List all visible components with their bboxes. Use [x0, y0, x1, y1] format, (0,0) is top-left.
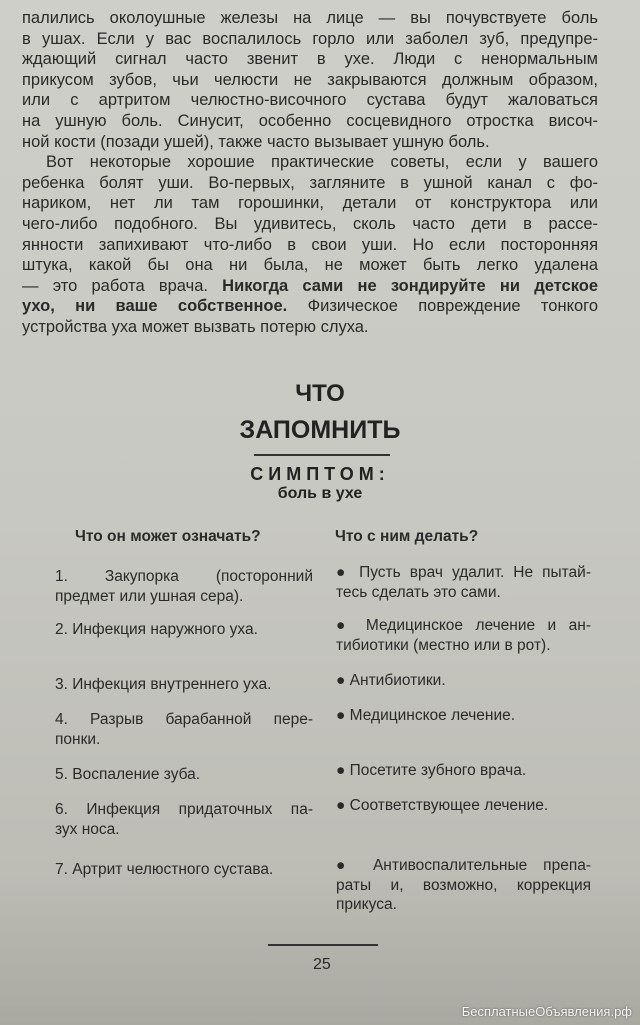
bold-warning: Никогда сами не зондируйте ни детское — [222, 276, 598, 295]
paragraph-line: чего-либо подобного. Вы удивитесь, сколь часто дети в рассе- — [22, 215, 598, 233]
action-text: ● Антибиотики. — [336, 672, 446, 689]
cause-text: 4. Разрыв барабанной пере- — [55, 711, 313, 728]
cause-text: 7. Артрит челюстного сустава. — [55, 861, 274, 878]
action-text: ● Медицинское лечение и ан- — [336, 617, 591, 634]
action-text: ● Пусть врач удалит. Не пытай- — [336, 564, 591, 581]
cause-text: понки. — [55, 731, 101, 748]
paragraph-line: нариком, нет ли там горошинки, детали от конструктора или — [22, 194, 598, 213]
paragraph-line: прикусом зубов, чьи челюсти не закрываются должным образом, — [22, 70, 598, 89]
paragraph-line: ребенка болят уши. Во-первых, загляните в ушной канал с фо- — [22, 173, 598, 192]
footer-rule — [268, 944, 378, 946]
action-text: ● Медицинское лечение. — [336, 707, 516, 724]
action-text: ● Посетите зубного врача. — [336, 762, 527, 779]
action-text: ● Антивоспалительные препа- — [336, 857, 591, 874]
action-text: тибиотики (местно или в рот). — [336, 636, 551, 654]
page-number: 25 — [313, 956, 331, 973]
paragraph-line — [22, 296, 598, 316]
paragraph-line: Вот некоторые хорошие практические советы, если у вашего — [46, 153, 598, 172]
paragraph-line: ждающий сигнал часто звенит в ухе. Люди с ненормальным — [22, 50, 598, 69]
paragraph-line: ной кости (позади ушей), также часто вызывает ушную боль. — [22, 132, 490, 151]
cause-text: предмет или ушная сера). — [55, 588, 244, 605]
symptom-name: боль в ухе — [277, 485, 363, 502]
bold-warning: ухо, ни ваше собственное. — [22, 297, 288, 316]
column-header-meaning: Что он может означать? — [75, 528, 261, 545]
heading-what: ЧТО — [295, 380, 345, 407]
cause-text: 5. Воспаление зуба. — [55, 766, 201, 783]
text: Физическое повреждение тонкого — [287, 297, 599, 316]
paragraph-line: на ушную боль. Синусит, особенно сосцевидного отростка височ- — [22, 112, 598, 130]
cause-text: 3. Инфекция внутреннего уха. — [55, 676, 272, 693]
action-text: раты и, возможно, коррекция — [336, 876, 591, 894]
paragraph-line: янности запихивают что-либо в свои уши. Но если посторонняя — [22, 235, 598, 254]
paragraph-line: устройства уха может вызвать потерю слуха. — [22, 318, 369, 336]
text: — это работа врача. — [22, 276, 223, 295]
cause-text: 6. Инфекция придаточных па- — [55, 801, 313, 818]
cause-text: 1. Закупорка (посторонний — [55, 568, 313, 585]
heading-remember: ЗАПОМНИТЬ — [239, 416, 401, 444]
cause-text: зух носа. — [55, 821, 120, 838]
paragraph-line: или с артритом челюстно-височного сустава будут жаловаться — [22, 91, 598, 110]
action-text: ● Соответствующее лечение. — [336, 797, 549, 814]
paragraph-line: в ушах. Если у вас воспалилось горло или заболел зуб, предупре- — [22, 29, 598, 48]
symptom-label: СИМПТОМ: — [250, 464, 390, 484]
paragraph-line: штука, какой бы она ни была, не может быть легко удалена — [22, 256, 598, 275]
action-text: прикуса. — [336, 896, 397, 913]
cause-text: 2. Инфекция наружного уха. — [55, 621, 258, 638]
action-text: тесь сделать это сами. — [336, 583, 501, 601]
paragraph-line — [22, 276, 598, 296]
column-header-action: Что с ним делать? — [335, 528, 479, 545]
heading-underline — [254, 454, 390, 456]
paragraph-line: палились околоушные железы на лице — вы почувствуете боль — [22, 9, 598, 27]
watermark: БесплатныеОбъявления.рф — [461, 1004, 632, 1019]
